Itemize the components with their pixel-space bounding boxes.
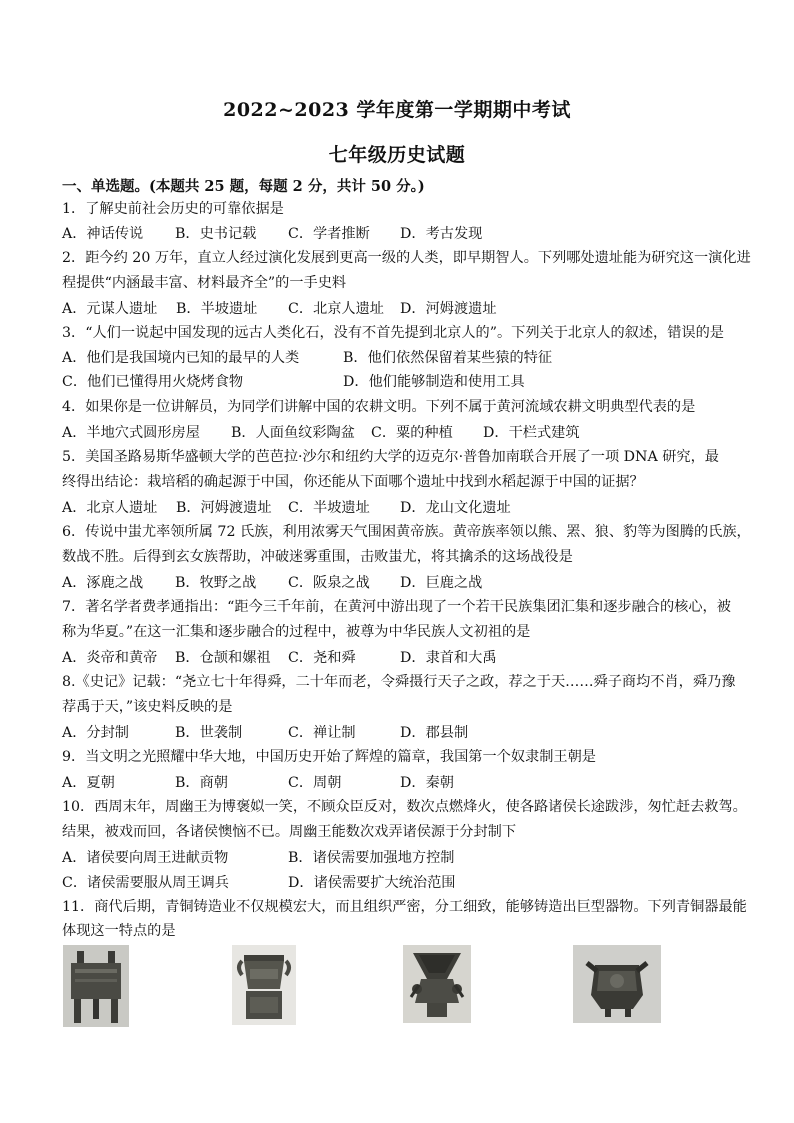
question-8-stem-line2: 荐禹于天，”该史料反映的是: [62, 699, 233, 715]
q6-option-b: B．牧野之战: [175, 575, 257, 591]
q5-option-a: A．北京人遗址: [62, 500, 158, 516]
q7-option-b: B．仓颉和嫘祖: [175, 650, 271, 666]
q1-option-c: C．学者推断: [288, 226, 370, 242]
question-7-stem-line1: 7．著名学者费孝通指出：“距今三千年前，在黄河中游出现了一个若干民族集团汇集和逐步融合的核心，被: [62, 599, 731, 615]
q8-option-a: A．分封制: [62, 725, 129, 741]
question-5-stem-line1: 5．美国圣路易斯华盛顿大学的芭芭拉·沙尔和纽约大学的迈克尔·普鲁加南联合开展了一项 DNA 研究，最: [62, 449, 719, 465]
q3-option-b: B．他们依然保留着某些猿的特征: [343, 350, 553, 366]
q7-option-a: A．炎帝和黄帝: [62, 650, 158, 666]
q6-option-c: C．阪泉之战: [288, 575, 370, 591]
question-2-stem-line2: 程提供“内涵最丰富、材料最齐全”的一手史料: [62, 275, 347, 291]
q1-option-a: A．神话传说: [62, 226, 144, 242]
exam-subtitle: 七年级历史试题: [328, 144, 466, 166]
q10-option-b: B．诸侯需要加强地方控制: [288, 850, 455, 866]
question-7-stem-line2: 称为华夏。”在这一汇集和逐步融合的过程中，被尊为中华民族人文初祖的是: [62, 624, 531, 640]
q10-option-a: A．诸侯要向周王进献贡物: [62, 850, 229, 866]
q4-option-c: C．粟的种植: [371, 425, 453, 441]
q3-option-a: A．他们是我国境内已知的最早的人类: [62, 350, 300, 366]
bronze-square-vessel-image: [232, 945, 296, 1025]
q2-option-d: D．河姆渡遗址: [400, 301, 497, 317]
q6-option-a: A．涿鹿之战: [62, 575, 144, 591]
bronze-zun-image: [403, 945, 471, 1023]
q8-option-d: D．郡县制: [400, 725, 469, 741]
q4-option-a: A．半地穴式圆形房屋: [62, 425, 200, 441]
q9-option-b: B．商朝: [175, 775, 228, 791]
question-10-stem-line1: 10．西周末年，周幽王为博褒姒一笑，不顾众臣反对，数次点燃烽火，使各路诸侯长途跋涉，匆忙赶去救驾。: [62, 799, 747, 815]
question-11-stem-line1: 11．商代后期，青铜铸造业不仅规模宏大，而且组织严密，分工细致，能够铸造出巨型器物。下列青铜器最能: [62, 899, 747, 915]
q8-option-b: B．世袭制: [175, 725, 243, 741]
question-3-stem: 3．“人们一说起中国发现的远古人类化石，没有不首先提到北京人的”。下列关于北京人的叙述，错误的是: [62, 325, 724, 341]
q1-option-d: D．考古发现: [400, 226, 483, 242]
q7-option-d: D．隶首和大禹: [400, 650, 497, 666]
q9-option-c: C．周朝: [288, 775, 342, 791]
bronze-jia-image: [573, 945, 661, 1023]
question-6-stem-line2: 数战不胜。后得到玄女族帮助，冲破迷雾重围，击败蚩尤，将其擒杀的这场战役是: [62, 549, 573, 565]
question-10-stem-line2: 结果，被戏而回，各诸侯懊恼不已。周幽王能数次戏弄诸侯源于分封制下: [62, 824, 517, 840]
q3-option-c: C．他们已懂得用火烧烤食物: [62, 374, 244, 390]
q1-option-b: B．史书记载: [175, 226, 257, 242]
question-4-stem: 4．如果你是一位讲解员，为同学们讲解中国的农耕文明。下列不属于黄河流域农耕文明典型代表的是: [62, 399, 696, 415]
q6-option-d: D．巨鹿之战: [400, 575, 483, 591]
section-heading: 一、单选题。(本题共 25 题，每题 2 分，共计 50 分。): [62, 178, 425, 195]
q4-option-d: D．干栏式建筑: [483, 425, 580, 441]
q9-option-d: D．秦朝: [400, 775, 454, 791]
q5-option-d: D．龙山文化遗址: [400, 500, 511, 516]
question-1-stem: 1．了解史前社会历史的可靠依据是: [62, 201, 284, 217]
question-6-stem-line1: 6．传说中蚩尤率领所属 72 氏族，利用浓雾天气围困黄帝族。黄帝族率领以熊、罴、狼、豹等为图腾的氏族，: [62, 524, 751, 540]
q2-option-c: C．北京人遗址: [288, 301, 384, 317]
q10-option-c: C．诸侯需要服从周王调兵: [62, 875, 229, 891]
question-9-stem: 9．当文明之光照耀中华大地，中国历史开始了辉煌的篇章，我国第一个奴隶制王朝是: [62, 749, 596, 765]
q3-option-d: D．他们能够制造和使用工具: [343, 374, 525, 390]
q2-option-b: B．半坡遗址: [176, 301, 258, 317]
q7-option-c: C．尧和舜: [288, 650, 356, 666]
exam-title: 2022~2023 学年度第一学期期中考试: [223, 99, 571, 121]
q10-option-d: D．诸侯需要扩大统治范围: [288, 875, 456, 891]
q2-option-a: A．元谋人遗址: [62, 301, 158, 317]
question-5-stem-line2: 终得出结论：栽培稻的确起源于中国，你还能从下面哪个遗址中找到水稻起源于中国的证据？: [62, 474, 644, 490]
question-11-stem-line2: 体现这一特点的是: [62, 923, 176, 939]
q9-option-a: A．夏朝: [62, 775, 115, 791]
q4-option-b: B．人面鱼纹彩陶盆: [231, 425, 355, 441]
question-2-stem-line1: 2．距今约 20 万年，直立人经过演化发展到更高一级的人类，即早期智人。下列哪处遗址能为研究这一演化进: [62, 250, 751, 266]
q5-option-b: B．河姆渡遗址: [176, 500, 272, 516]
q5-option-c: C．半坡遗址: [288, 500, 370, 516]
bronze-ding-image: [63, 945, 129, 1027]
q8-option-c: C．禅让制: [288, 725, 356, 741]
question-8-stem-line1: 8.《史记》记载：“尧立七十年得舜，二十年而老，令舜摄行天子之政，荐之于天……舜子商均不肖，舜乃豫: [62, 674, 736, 690]
